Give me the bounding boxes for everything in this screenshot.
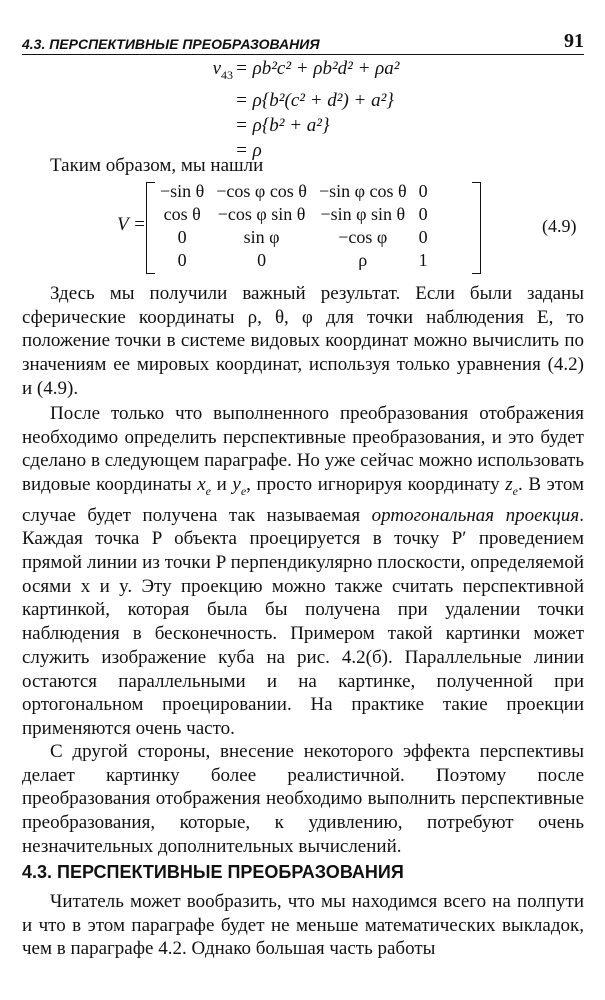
view-matrix-equation xyxy=(22,180,584,276)
equation-line xyxy=(205,113,400,138)
matrix-cell: 0 xyxy=(177,227,187,247)
intro-line: Таким образом, мы нашли xyxy=(50,155,264,176)
equation-rhs: = ρ xyxy=(235,139,262,161)
equation-rhs: = ρb²c² + ρb²d² + ρa² xyxy=(235,58,400,79)
right-bracket xyxy=(472,182,481,274)
matrix-cell: −cos φ sin θ xyxy=(217,204,306,224)
italic-term: ортогональная проекция xyxy=(371,504,580,526)
matrix-cell: −cos φ cos θ xyxy=(216,181,307,201)
matrix-label: V = xyxy=(117,214,146,235)
running-head xyxy=(22,30,584,55)
matrix-cell: ρ xyxy=(358,250,368,270)
matrix-cell: sin φ xyxy=(243,227,280,247)
running-head-title: 4.3. ПЕРСПЕКТИВНЫЕ ПРЕОБРАЗОВАНИЯ xyxy=(22,36,320,52)
matrix-cell: −sin φ cos θ xyxy=(318,181,407,201)
matrix-row xyxy=(154,226,434,249)
equation-derivation xyxy=(205,56,400,163)
paragraph-result: Здесь мы получили важный результат. Если были заданы сферические координаты ρ, θ, φ для точки наблюдения E, то положение точки в системе видовых координат можно вычислить по значениям ее мировых координат, используя только уравнения (4.2) и (4.9). xyxy=(22,283,584,399)
matrix-row xyxy=(154,249,434,272)
equation-line xyxy=(205,56,400,88)
matrix-row xyxy=(154,180,434,203)
matrix-cell: 0 xyxy=(418,181,428,201)
matrix-cell: cos θ xyxy=(163,204,201,224)
equation-lhs: $v_{43}$ xyxy=(212,58,233,82)
equation-rhs: = ρ{b² + a²} xyxy=(235,114,330,136)
matrix-cell: −cos φ xyxy=(338,227,388,247)
paragraph-orthogonal-projection: После только что выполненного преобразования отображения необходимо определить перспективные преобразования, и это будет сделано в следующем параграфе. Но уже сейчас можно использовать видовые координаты $x_e$ и $y_e$, просто игнорируя координату $z_e$. В этом случае будет получена так называемая ортогональная проекция. Каждая точка P объекта проецируется в точку P′ проведением прямой линии из точки P перпендикулярно плоскости, определяемой осями x и y. Эту проекцию можно также считать перспективной картинкой, которая была бы получена при удалении точки наблюдения в бесконечность. Примером такой картинки может служить изображение куба на рис. 4.2(б). Параллельные линии остаются параллельными и на картинке, полученной при ортогональном проецировании. На практике такие проекции применяются очень часто. xyxy=(22,403,585,739)
page-number: 91 xyxy=(564,30,584,52)
equation-number: (4.9) xyxy=(542,216,577,236)
section-heading: 4.3. ПЕРСПЕКТИВНЫЕ ПРЕОБРАЗОВАНИЯ xyxy=(22,862,404,882)
matrix-cell: −sin θ xyxy=(160,181,205,201)
matrix-cell: 1 xyxy=(418,250,428,270)
matrix-cell: 0 xyxy=(257,250,267,270)
paragraph-perspective: С другой стороны, внесение некоторого эффекта перспективы делает картинку более реалистичной. Поэтому после преобразования отображения необходимо выполнить перспективные преобразования, которые, к удивлению, потребуют очень незначительных дополнительных вычислений. xyxy=(22,741,584,857)
matrix-cell: −sin φ sin θ xyxy=(320,204,406,224)
view-matrix xyxy=(154,180,434,272)
paragraph-section-intro: Читатель может вообразить, что мы находимся всего на полпути и что в этом параграфе будет не меньше математических выкладок, чем в параграфе 4.2. Однако большая часть работы xyxy=(22,891,584,960)
equation-rhs: = ρ{b²(c² + d²) + a²} xyxy=(235,89,394,111)
matrix-cell: 0 xyxy=(418,227,428,247)
matrix-cell: 0 xyxy=(177,250,187,270)
matrix-cell: 0 xyxy=(418,204,428,224)
matrix-row xyxy=(154,203,434,226)
equation-line xyxy=(205,88,400,113)
